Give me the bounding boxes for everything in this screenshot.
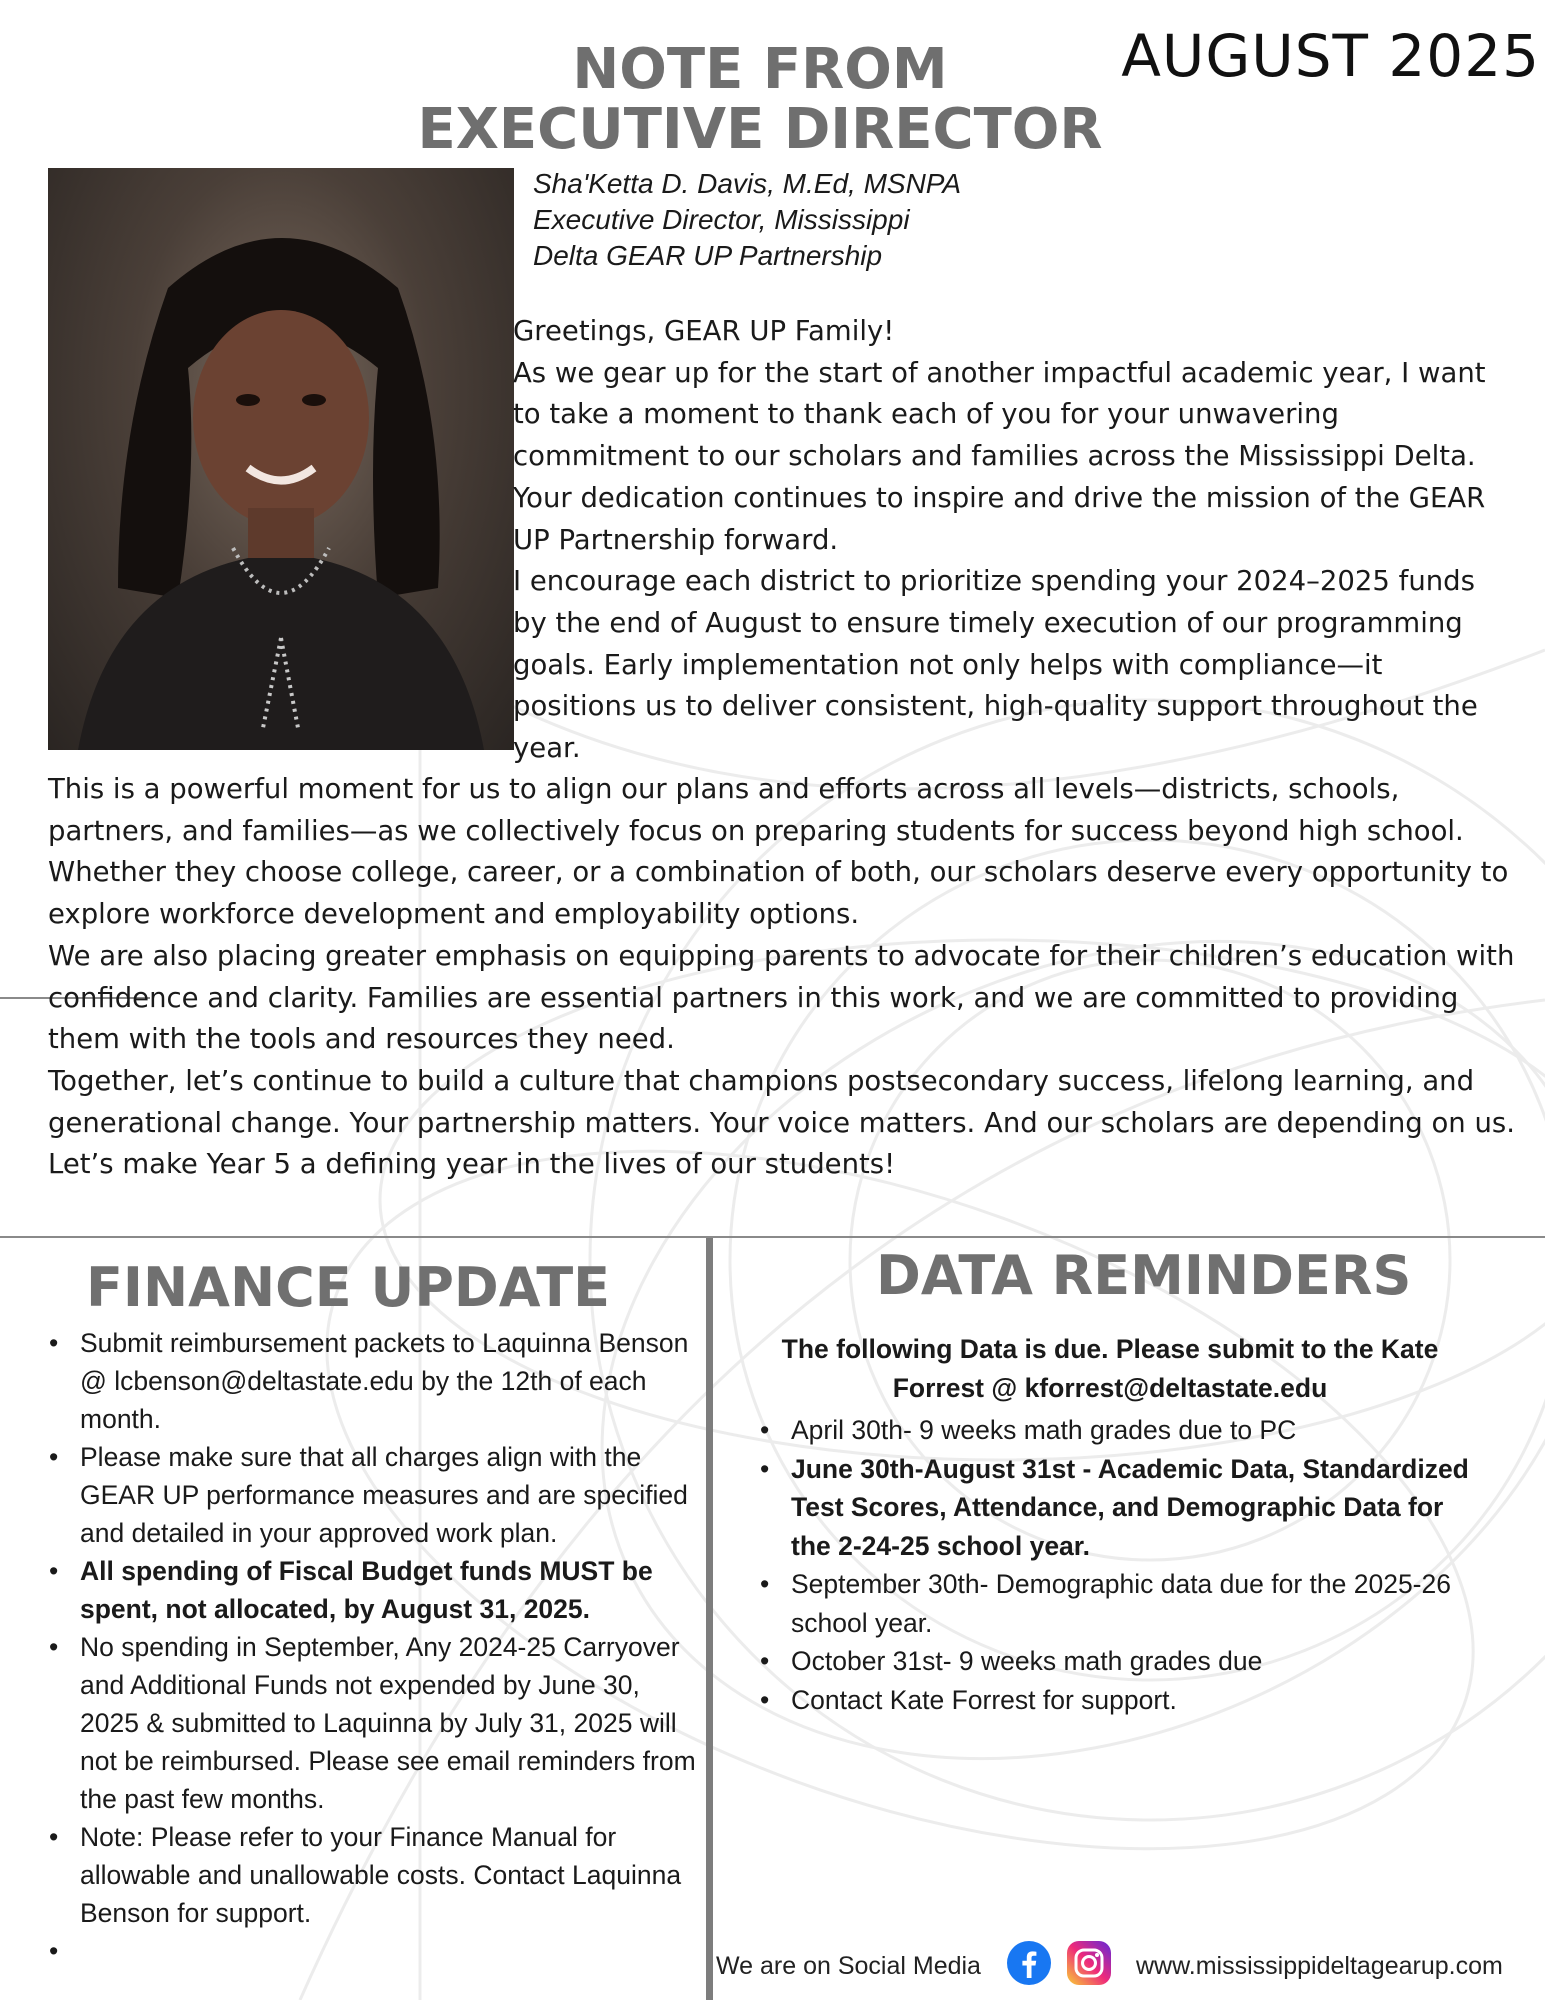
data-item-emphasis: June 30th-August 31st - Academic Data, Standardized Test Scores, Attendance, and Demographic Data for the 2-24-25 school year.	[791, 1453, 1469, 1561]
data-reminders-heading: DATA REMINDERS	[876, 1244, 1412, 1307]
data-item	[760, 1450, 1480, 1566]
data-reminders-intro	[740, 1330, 1480, 1408]
letter-paragraph: As we gear up for the start of another impactful academic year, I want to take a moment to thank each of you for your unwavering commitment to our scholars and families across the Mississippi Delta. Your dedication continues to inspire and drive the mission of the GEAR UP Partnership forward.	[513, 356, 1486, 556]
letter-paragraph: Together, let’s continue to build a culture that champions postsecondary success, lifelong learning, and generational change. Your partnership matters. Your voice matters. And our scholars are depending on us.	[48, 1064, 1515, 1139]
facebook-icon[interactable]	[1006, 1940, 1052, 1986]
finance-item: • Submit reimbursement packets to Laquinna Benson @ lcbenson@deltastate.edu by the 12th of each month.	[49, 1324, 699, 1438]
title-line-1: NOTE FROM	[572, 37, 948, 102]
instagram-icon[interactable]	[1066, 1940, 1112, 1986]
letter-paragraph: This is a powerful moment for us to align our plans and efforts across all levels—districts, schools, partners, and families—as we collectively focus on preparing students for success beyond high school. Whether they choose college, career, or a combination of both, our scholars deserve every opportunity to explore workforce development and employability options.	[48, 773, 1509, 931]
director-org: Delta GEAR UP Partnership	[533, 240, 883, 271]
finance-item-emphasis: All spending of Fiscal Budget funds MUST be spent, not allocated, by August 31, 2025.	[80, 1556, 653, 1624]
finance-item: • Note: Please refer to your Finance Manual for allowable and unallowable costs. Contact Laquinna Benson for support.	[49, 1818, 699, 1932]
director-name: Sha'Ketta D. Davis, M.Ed, MSNPA	[533, 168, 962, 199]
director-photo	[48, 168, 514, 750]
finance-item: • No spending in September, Any 2024-25 Carryover and Additional Funds not expended by June 30, 2025 & submitted to Laquinna by July 31, 2025 will not be reimbursed. Please see email reminders from the past few months.	[49, 1628, 699, 1818]
issue-date: AUGUST 2025	[1121, 22, 1540, 90]
page-title	[380, 37, 1140, 162]
finance-list	[49, 1324, 699, 1970]
data-item: • October 31st- 9 weeks math grades due	[760, 1642, 1480, 1681]
data-item: • April 30th- 9 weeks math grades due to PC	[760, 1411, 1480, 1450]
letter-paragraph: We are also placing greater emphasis on equipping parents to advocate for their children’s education with confidence and clarity. Families are essential partners in this work, and we are committed to providing them with the tools and resources they need.	[48, 939, 1515, 1056]
column-divider	[706, 1238, 713, 2000]
website-link[interactable]: www.mississippideltagearup.com	[1136, 1952, 1503, 1980]
portrait-illustration	[48, 168, 514, 750]
letter-closing: Let’s make Year 5 a defining year in the lives of our students!	[48, 1148, 896, 1181]
finance-item: • Please make sure that all charges align with the GEAR UP performance measures and are specified and detailed in your approved work plan.	[49, 1438, 699, 1552]
social-footer	[716, 1940, 1516, 1990]
finance-item-empty	[49, 1932, 699, 1970]
title-line-2: EXECUTIVE DIRECTOR	[417, 97, 1103, 162]
data-intro-line-1: The following Data is due. Please submit to the Kate	[781, 1334, 1439, 1364]
letter-body	[48, 769, 1518, 1186]
director-byline	[533, 166, 1093, 274]
data-reminders-list	[760, 1411, 1480, 1719]
letter-intro	[513, 311, 1513, 770]
finance-heading: FINANCE UPDATE	[86, 1256, 611, 1319]
letter-greeting: Greetings, GEAR UP Family!	[513, 315, 895, 347]
letter-paragraph: I encourage each district to prioritize spending your 2024–2025 funds by the end of August to ensure timely execution of our programming goals. Early implementation not only helps with compliance—it positions us to deliver consistent, high-quality support throughout the year.	[513, 565, 1478, 765]
data-item: • September 30th- Demographic data due for the 2025-26 school year.	[760, 1565, 1480, 1642]
data-intro-line-2: Forrest @ kforrest@deltastate.edu	[892, 1373, 1328, 1403]
finance-item	[49, 1552, 699, 1628]
director-title: Executive Director, Mississippi	[533, 204, 910, 235]
social-label: We are on Social Media	[716, 1952, 981, 1980]
section-divider	[0, 1236, 1545, 1238]
data-item: • Contact Kate Forrest for support.	[760, 1681, 1480, 1720]
